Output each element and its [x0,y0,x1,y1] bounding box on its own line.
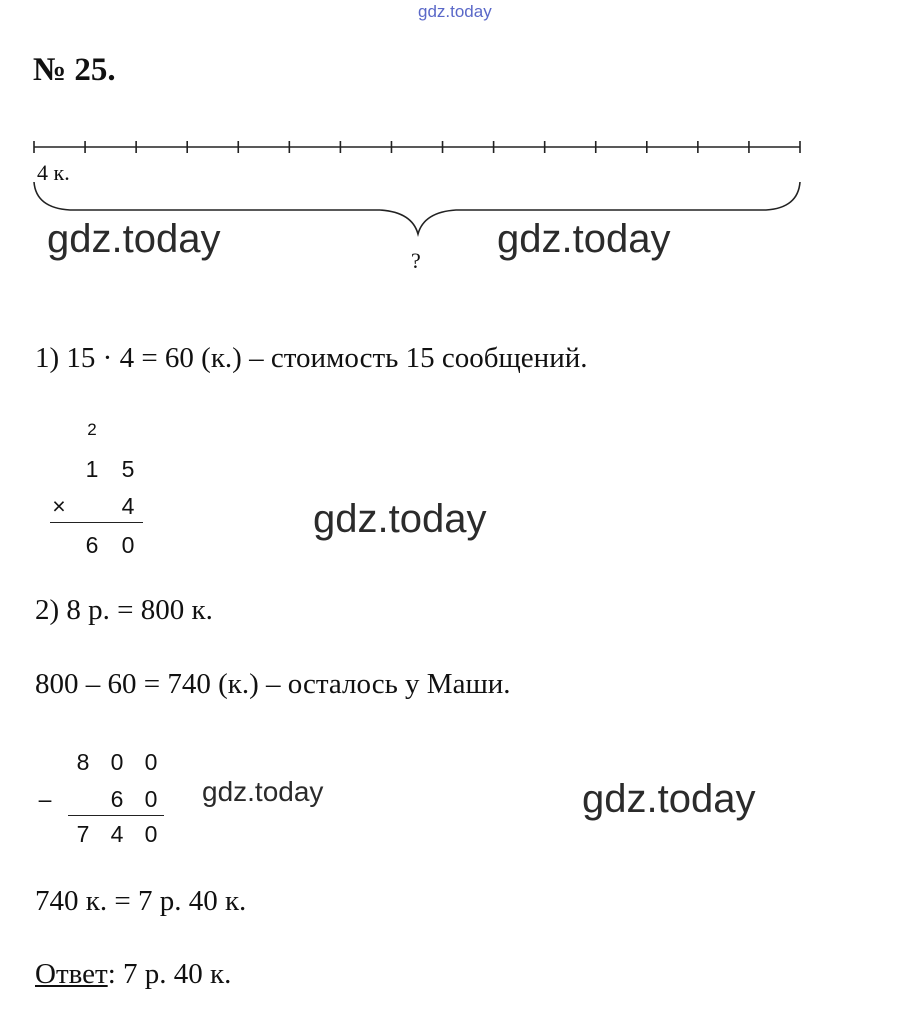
column-digit: 0 [110,749,124,775]
conversion-line: 740 к. = 7 р. 40 к. [35,885,247,917]
column-digit: 0 [144,821,158,847]
watermark: gdz.today [582,777,756,821]
answer-value: : 7 р. 40 к. [107,958,232,990]
segment-label: 4 к. [37,160,70,185]
column-digit: 8 [76,749,90,775]
watermark: gdz.today [313,497,487,541]
multiply-sign: × [52,493,66,519]
column-digit: 0 [144,749,158,775]
column-divider [68,815,164,816]
column-divider [50,522,143,523]
column-digit: 6 [110,786,124,812]
watermark: gdz.today [47,217,221,261]
column-digit: 7 [76,821,90,847]
solution-step-2: 2) 8 р. = 800 к. [35,594,213,626]
watermark: gdz.today [202,776,324,807]
column-digit: 0 [144,786,158,812]
column-digit: 1 [85,456,99,482]
solution-step-1: 1) 15 · 4 = 60 (к.) – стоимость 15 сообщений. [35,342,588,374]
total-question-mark: ? [411,248,421,273]
minus-sign: – [38,786,52,812]
top-watermark: gdz.today [418,2,492,21]
answer-line [35,958,231,991]
column-digit: 0 [121,532,135,558]
column-digit: 4 [110,821,124,847]
solution-step-3: 800 – 60 = 740 (к.) – осталось у Маши. [35,668,511,700]
answer-label: Ответ [35,958,108,990]
column-digit: 5 [121,456,135,482]
carry-digit: 2 [87,420,97,439]
watermark: gdz.today [497,217,671,261]
column-digit: 6 [85,532,99,558]
problem-title: № 25. [33,52,116,88]
column-digit: 4 [121,493,135,519]
